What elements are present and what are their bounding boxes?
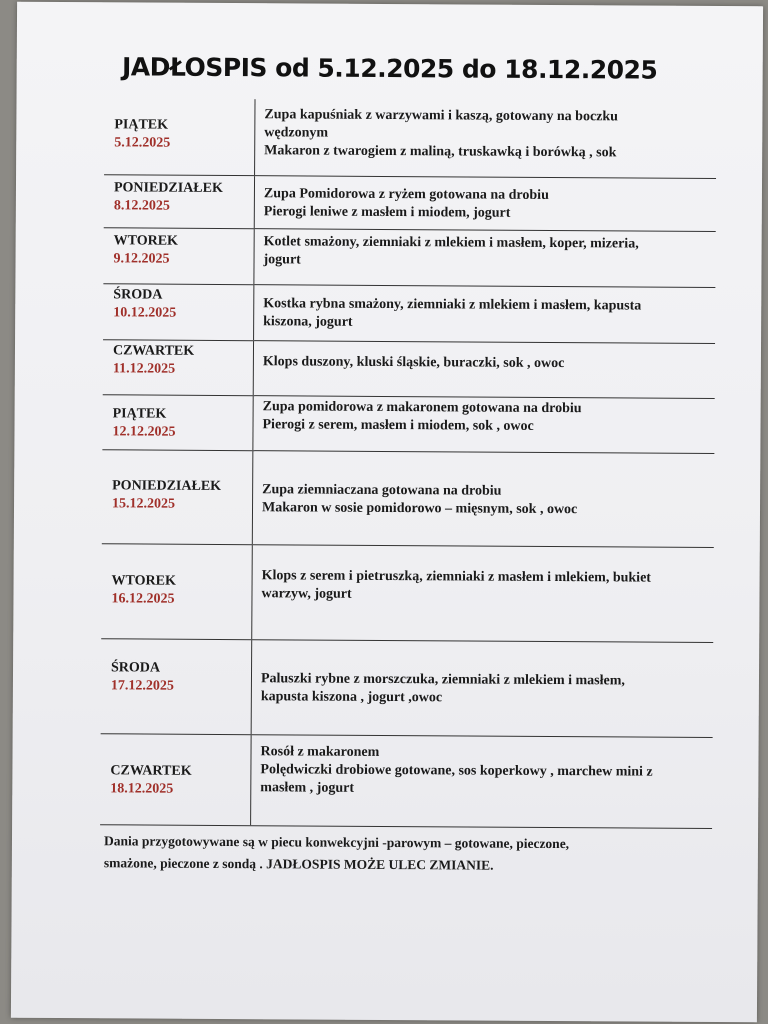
meal-line: Klops z serem i pietruszką, ziemniaki z masłem i mlekiem, bukiet [261,568,652,586]
menu-row [103,284,715,344]
meal-line: Klops duszony, kluski śląskie, buraczki, sok , owoc [262,354,565,372]
meal-line: Kotlet smażony, ziemniaki z mlekiem i masłem, koper, mizeria, [263,234,639,252]
page-title: JADŁOSPIS od 5.12.2025 do 18.12.2025 [121,52,658,85]
meal-line: Pierogi leniwe z masłem i miodem, jogurt [263,204,511,221]
day-cell [114,179,250,216]
day-name: PIĄTEK [112,406,167,422]
day-cell [113,342,249,379]
meal-line: Makaron z twarogiem z maliną, truskawką i borówką , sok [264,143,617,161]
column-separator [254,176,255,228]
menu-row [100,734,713,829]
meal-line: Zupa kapuśniak z warzywami i kaszą, gotowany na boczku [264,107,619,125]
day-date: 16.12.2025 [111,591,175,607]
column-separator [253,341,254,395]
day-cell [111,572,247,609]
meals-cell [262,481,706,520]
day-name: ŚRODA [113,287,163,303]
meal-line: Zupa ziemniaczana gotowana na drobiu [262,482,502,499]
meal-line: Polędwiczki drobiowe gotowane, sos koperkowy , marchew mini z [260,762,653,780]
meals-cell [263,353,707,374]
column-separator [253,229,254,284]
menu-row [102,395,714,454]
meals-cell [263,295,707,334]
menu-row [103,340,715,399]
menu-row [101,639,714,738]
day-cell [114,116,250,153]
meals-cell [260,743,704,800]
day-date: 10.12.2025 [113,305,177,321]
day-date: 15.12.2025 [111,496,176,512]
meal-line: Kostka rybna smażony, ziemniaki z mlekiem i masłem, kapusta [263,296,642,314]
meal-line: Makaron w sosie pomidorowo – mięsnym, sok , owoc [261,500,578,518]
day-cell [111,659,247,696]
day-cell [113,232,249,269]
day-cell [113,286,249,323]
meal-line: Rosół z makaronem [260,744,380,760]
menu-row [101,544,714,643]
column-separator [252,396,253,450]
meal-line: masłem , jogurt [260,780,355,796]
meals-cell [262,398,706,437]
day-name: PIĄTEK [114,117,169,133]
day-name: PONIEDZIAŁEK [112,478,222,494]
meals-cell [264,185,708,224]
day-cell [112,405,248,442]
menu-row [102,450,715,548]
menu-row [104,175,716,232]
column-separator [250,735,252,825]
day-date: 8.12.2025 [113,198,170,214]
meal-line: Zupa Pomidorowa z ryżem gotowana na drobiu [263,186,549,203]
footer-line: smażone, pieczone z sondą . JADŁOSPIS MOŻE ULEC ZMIANIE. [103,855,494,873]
menu-table [100,97,716,829]
day-cell [110,762,246,799]
day-name: CZWARTEK [110,763,192,779]
day-date: 9.12.2025 [113,251,170,267]
day-date: 17.12.2025 [110,678,174,694]
column-separator [252,451,254,544]
meals-cell [263,233,707,272]
day-cell [112,477,248,514]
column-separator [253,285,254,340]
meal-line: kiszona, jogurt [263,314,353,330]
day-name: PONIEDZIAŁEK [113,180,223,196]
day-date: 18.12.2025 [110,781,174,797]
day-date: 12.12.2025 [112,424,176,440]
day-name: CZWARTEK [112,343,195,359]
column-separator [254,99,255,175]
meal-line: Paluszki rybne z morszczuka, ziemniaki z mlekiem i masłem, [260,671,625,689]
day-name: WTOREK [113,233,179,249]
meal-line: Pierogi z serem, masłem i miodem, sok , owoc [262,417,534,434]
menu-sheet [11,2,763,1023]
meal-line: warzyw, jogurt [261,586,352,602]
day-date: 5.12.2025 [114,135,171,151]
day-name: ŚRODA [110,660,161,676]
column-separator [251,545,253,639]
footer-line: Dania przygotowywane są w piecu konwekcyjni -parowym – gotowane, pieczone, [103,833,570,852]
meal-line: wędzonym [264,125,329,141]
meal-line: Zupa pomidorowa z makaronem gotowana na drobiu [262,399,582,417]
menu-row [104,97,716,179]
day-date: 11.12.2025 [112,361,176,377]
meals-cell [261,567,705,606]
meals-cell [261,670,705,709]
meals-cell [264,106,708,163]
meal-line: jogurt [263,252,301,268]
footer-note [104,830,704,878]
meal-line: kapusta kiszona , jogurt ,owoc [260,689,443,706]
menu-row [103,228,715,288]
column-separator [251,640,253,734]
day-name: WTOREK [111,573,176,589]
